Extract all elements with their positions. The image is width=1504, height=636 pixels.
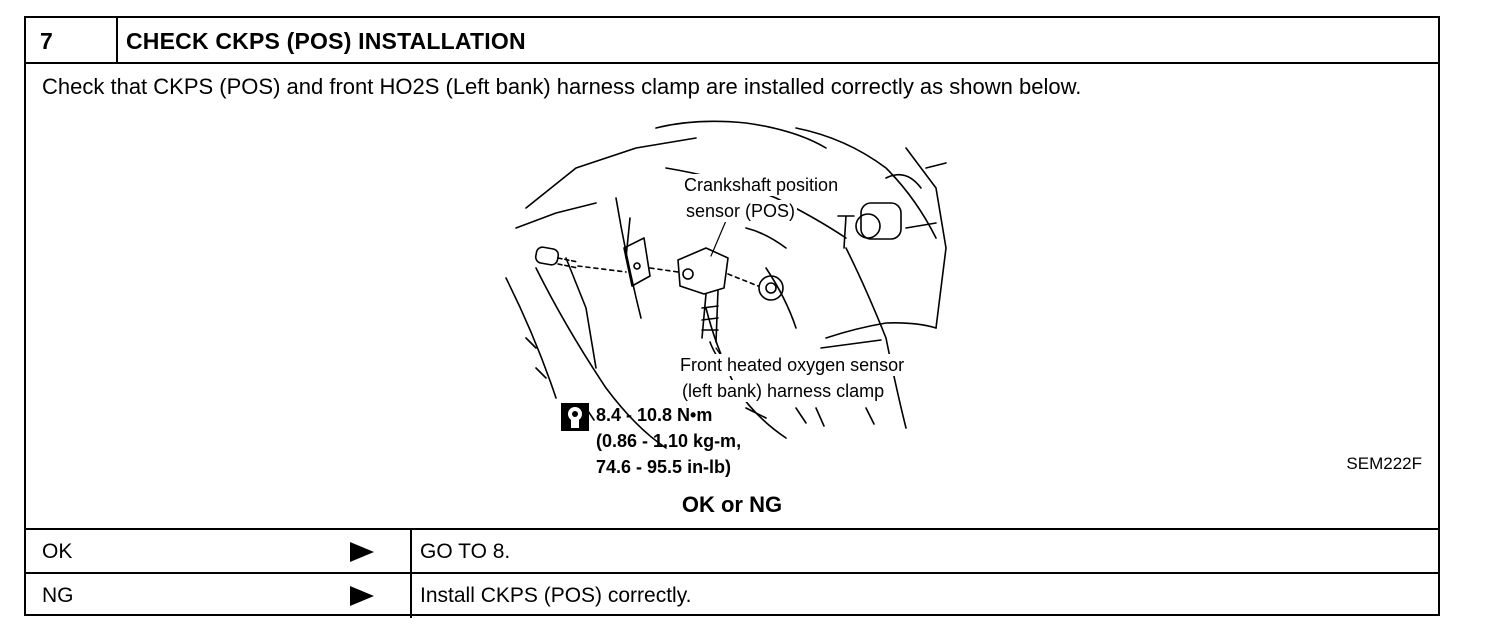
result-label: NG [42,584,74,607]
installation-diagram [466,108,966,477]
sensor-label-line2: sensor (POS) [686,201,796,221]
result-row-ok [26,528,1438,572]
header-divider [116,18,118,62]
right-triangle-arrow-icon [350,542,374,562]
step-title: CHECK CKPS (POS) INSTALLATION [126,28,526,54]
step-header-row [26,18,1438,64]
torque-wrench-icon [560,402,590,432]
instruction-text: Check that CKPS (POS) and front HO2S (Left bank) harness clamp are installed correctly as shown below. [42,74,1082,99]
figure-code: SEM222F [1346,454,1422,473]
procedure-table [24,16,1440,616]
clamp-label-line2: (left bank) harness clamp [682,381,885,401]
torque-spec-nm: 8.4 - 10.8 N•m [596,405,713,425]
torque-spec-inlb: 74.6 - 95.5 in-lb) [596,457,732,477]
sensor-label-line1: Crankshaft position [684,175,839,195]
torque-spec-kgm: (0.86 - 1.10 kg-m, [596,431,742,451]
result-label: OK [42,540,73,563]
result-action: GO TO 8. [420,540,511,563]
result-action: Install CKPS (POS) correctly. [420,584,692,607]
result-divider [410,530,412,574]
clamp-label-line1: Front heated oxygen sensor [680,355,905,375]
result-row-ng [26,572,1438,616]
result-divider [410,574,412,618]
step-number: 7 [40,28,53,54]
right-triangle-arrow-icon [350,586,374,606]
result-prompt: OK or NG [681,492,783,517]
engine-illustration [466,108,966,468]
